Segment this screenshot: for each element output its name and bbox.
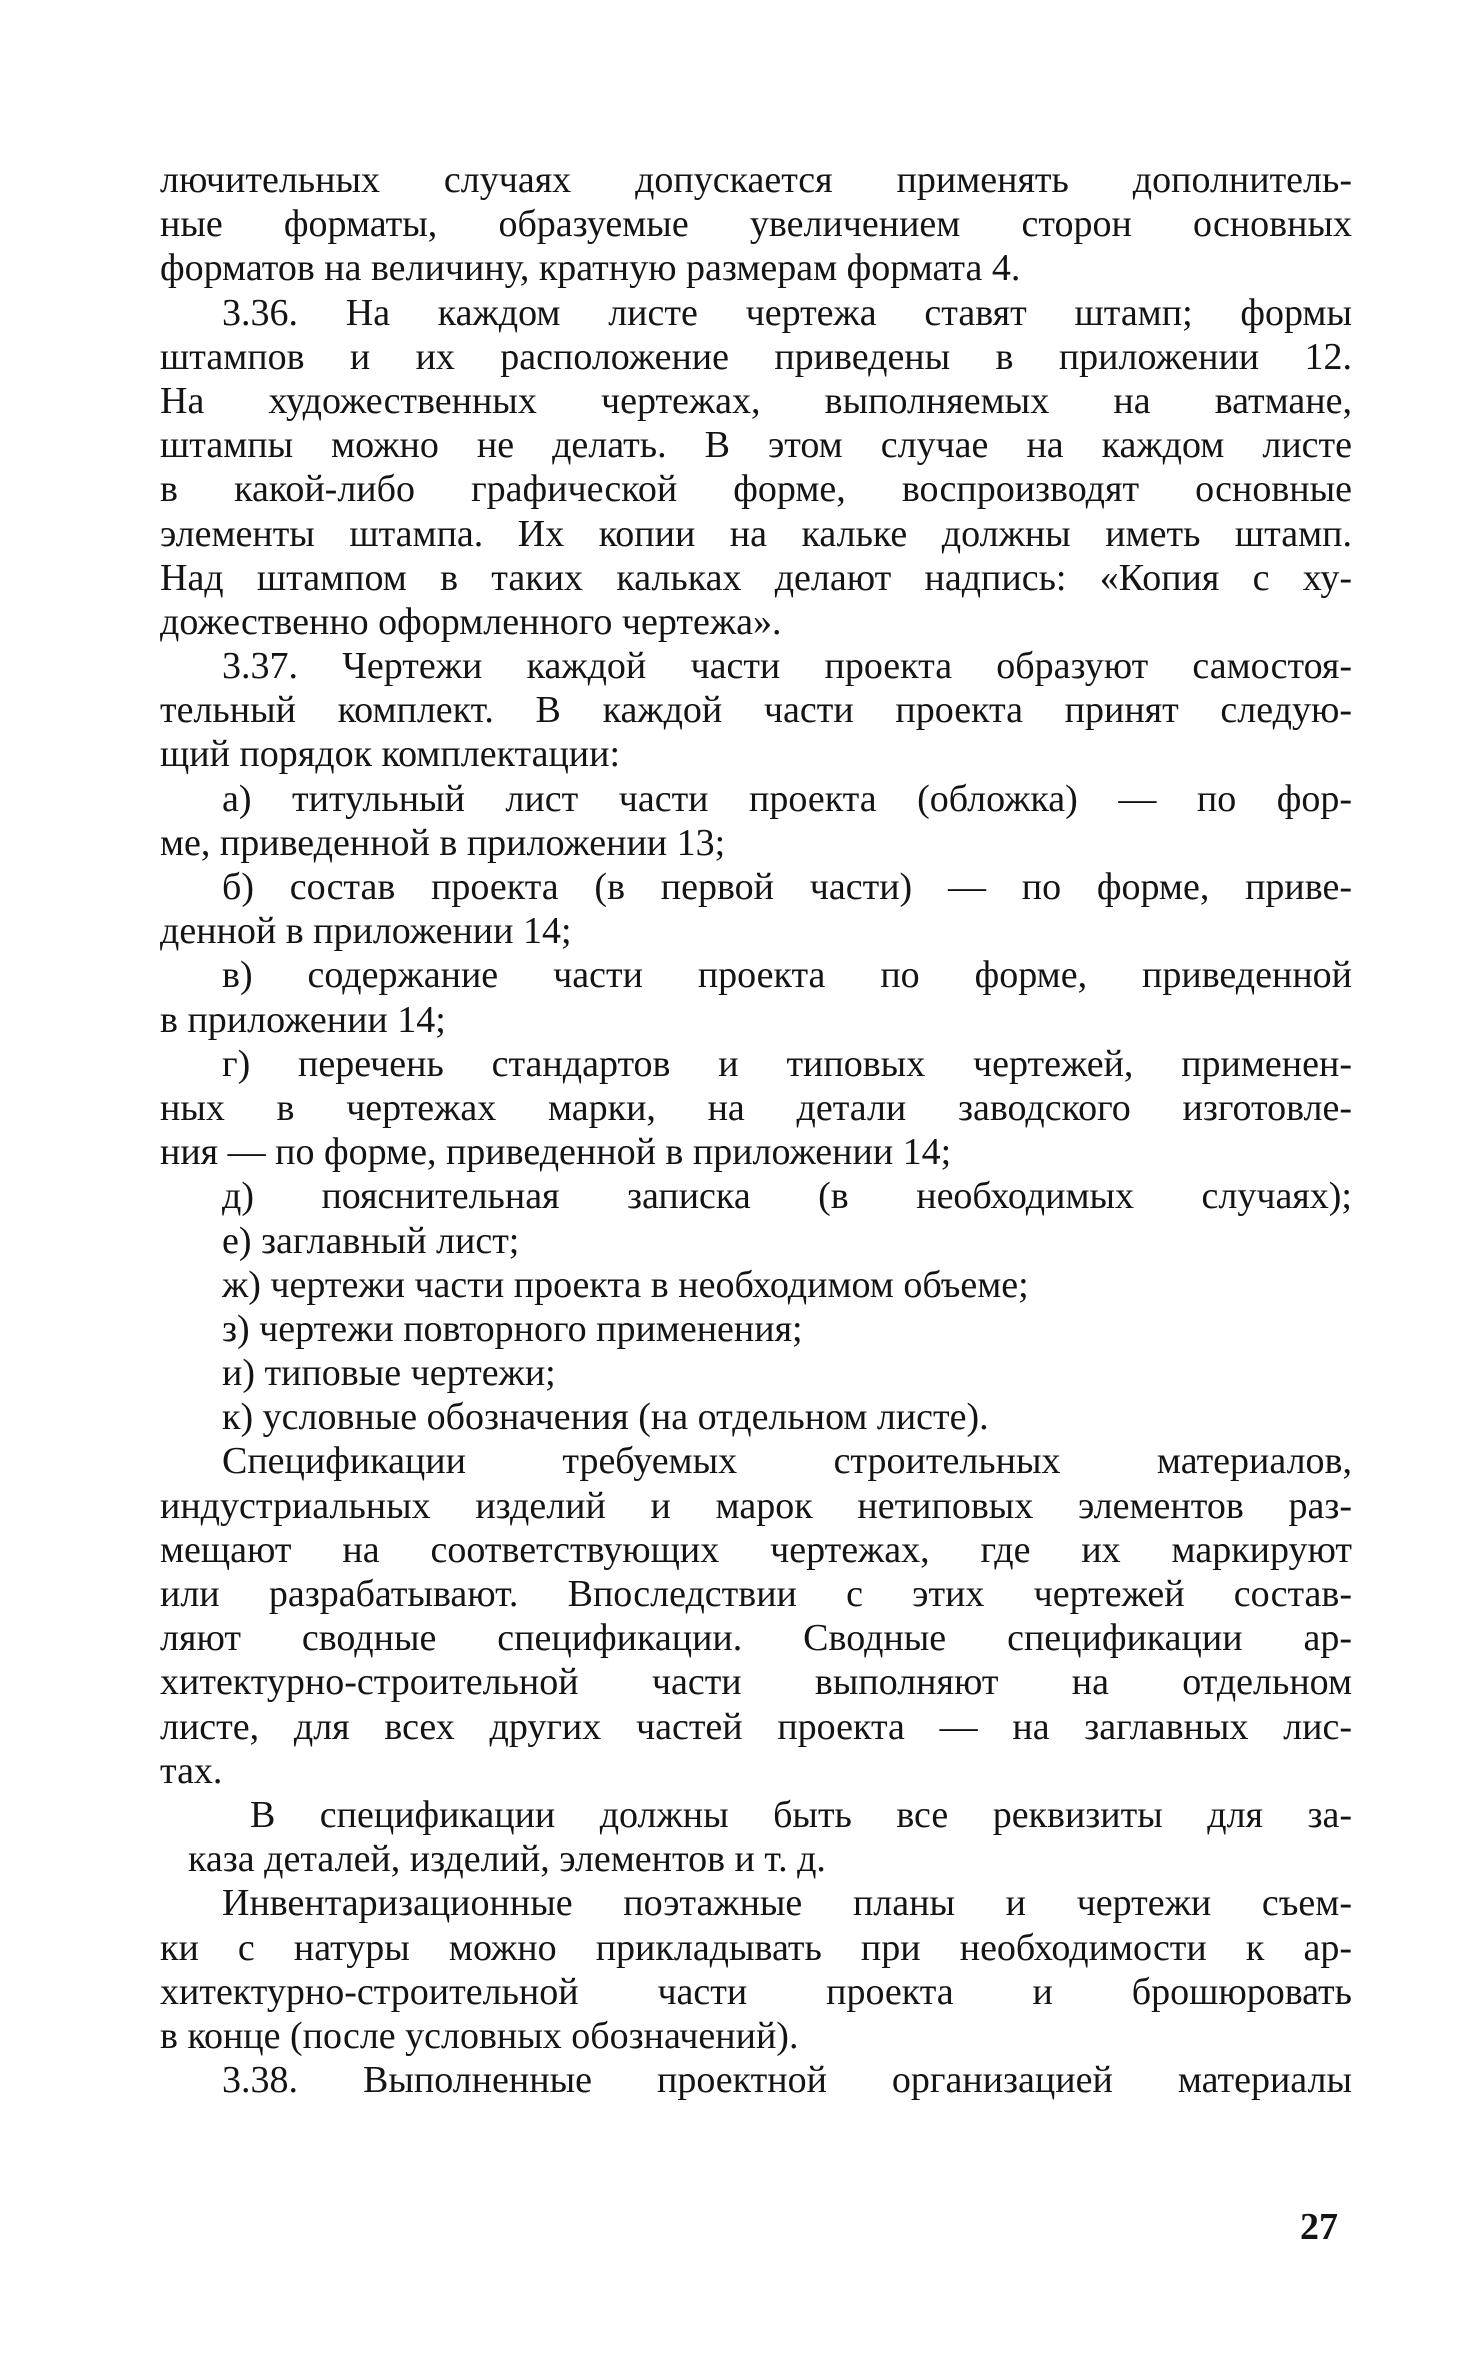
text-line: щий порядок комплектации:: [160, 733, 621, 776]
text-line: 3.38. Выполненные проектной организацией материалы: [222, 2059, 1352, 2102]
list-item: и) типовые чертежи;: [222, 1352, 556, 1395]
text-line: тельный комплект. В каждой части проекта принят следую-: [160, 689, 1352, 732]
text-line: Инвентаризационные поэтажные планы и чертежи съем-: [222, 1882, 1352, 1925]
text-line: мещают на соответствующих чертежах, где их маркируют: [160, 1528, 1352, 1571]
text-line: в конце (после условных обозначений).: [160, 2014, 799, 2057]
text-line: ме, приведенной в приложении 13;: [160, 821, 726, 864]
text-line: каза деталей, изделий, элементов и т. д.: [188, 1838, 826, 1881]
text-line: ки с натуры можно прикладывать при необходимости к ар-: [160, 1926, 1352, 1969]
text-line: ния — по форме, приведенной в приложении 14;: [160, 1131, 952, 1174]
text-line: ные форматы, образуемые увеличением сторон основных: [160, 203, 1352, 246]
text-line: 3.37. Чертежи каждой части проекта образуют самостоя-: [222, 645, 1352, 688]
text-line: дожественно оформленного чертежа».: [160, 600, 782, 643]
list-item: з) чертежи повторного применения;: [222, 1307, 803, 1350]
list-item: а) титульный лист части проекта (обложка) — по фор-: [222, 777, 1352, 820]
list-item: в) содержание части проекта по форме, приведенной: [222, 954, 1352, 997]
text-line: хитектурно-строительной части выполняют на отдельном: [160, 1661, 1352, 1704]
text-line: хитектурно-строительной части проекта и брошюровать: [160, 1970, 1352, 2013]
text-line: штампов и их расположение приведены в приложении 12.: [160, 335, 1352, 378]
text-line: листе, для всех других частей проекта — на заглавных лис-: [160, 1705, 1352, 1748]
text-line: в какой-либо графической форме, воспроизводят основные: [160, 468, 1352, 511]
list-item: к) условные обозначения (на отдельном листе).: [222, 1396, 989, 1439]
text-line: денной в приложении 14;: [160, 910, 572, 953]
text-line: форматов на величину, кратную размерам формата 4.: [160, 247, 1021, 290]
text-line: 3.36. На каждом листе чертежа ставят штамп; формы: [222, 291, 1352, 334]
text-line: В спецификации должны быть все реквизиты для за-: [250, 1793, 1352, 1836]
list-item: г) перечень стандартов и типовых чертежей, применен-: [222, 1042, 1352, 1085]
text-line: штампы можно не делать. В этом случае на каждом листе: [160, 424, 1352, 467]
list-item: б) состав проекта (в первой части) — по форме, приве-: [222, 866, 1352, 908]
text-line: ных в чертежах марки, на детали заводского изготовле-: [160, 1086, 1352, 1129]
list-item: ж) чертежи части проекта в необходимом объеме;: [222, 1263, 1029, 1306]
text-line: индустриальных изделий и марок нетиповых элементов раз-: [160, 1484, 1352, 1527]
page-number: 27: [1300, 2206, 1338, 2248]
text-line: или разрабатывают. Впоследствии с этих чертежей состав-: [160, 1573, 1352, 1615]
text-line: Над штампом в таких кальках делают надпись: «Копия с ху-: [160, 556, 1352, 599]
text-line: в приложении 14;: [160, 998, 446, 1041]
text-line: ляют сводные спецификации. Сводные спецификации ар-: [160, 1617, 1352, 1660]
list-item: д) пояснительная записка (в необходимых случаях);: [222, 1175, 1352, 1218]
text-line: Спецификации требуемых строительных материалов,: [222, 1440, 1352, 1483]
text-line: На художественных чертежах, выполняемых на ватмане,: [160, 379, 1352, 422]
page-body: [160, 158, 1352, 2102]
list-item: е) заглавный лист;: [222, 1219, 520, 1262]
text-line: тах.: [160, 1749, 223, 1792]
text-line: лючительных случаях допускается применять дополнитель-: [160, 159, 1352, 201]
text-line: элементы штампа. Их копии на кальке должны иметь штамп.: [160, 512, 1352, 555]
